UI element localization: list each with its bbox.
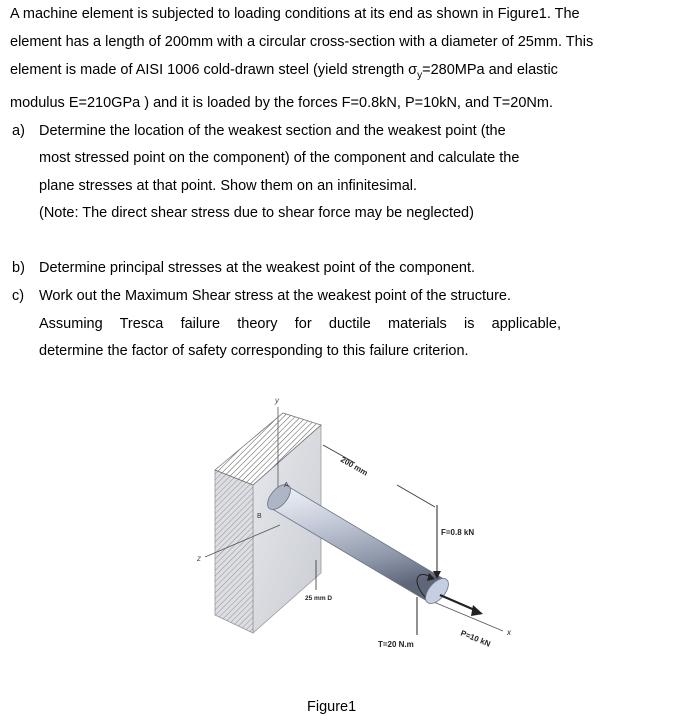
diameter-label: 25 mm D	[305, 595, 333, 602]
part-a-line-1: Determine the location of the weakest section and the weakest point (the	[39, 123, 506, 139]
length-label: 200 mm	[339, 454, 370, 478]
force-p-label: P=10 kN	[459, 628, 492, 649]
part-a-marker: a)	[12, 123, 25, 139]
figure-drawing	[185, 385, 515, 670]
intro-line-1: A machine element is subjected to loading conditions at its end as shown in Figure1. The	[10, 6, 580, 22]
figure-1	[185, 385, 515, 670]
intro-line-3-end: =280MPa and elastic	[422, 62, 558, 78]
figure-caption: Figure1	[307, 699, 357, 715]
point-b-label: B	[257, 513, 262, 520]
point-a-label: A	[284, 482, 289, 489]
part-c-line-3: determine the factor of safety corresponding to this failure criterion.	[39, 343, 469, 359]
force-f-arrow	[433, 505, 441, 579]
part-c-line-2: Assuming Tresca failure theory for ductile materials is applicable,	[39, 316, 561, 332]
intro-line-4: modulus E=210GPa ) and it is loaded by the forces F=0.8kN, P=10kN, and T=20Nm.	[10, 95, 553, 111]
torque-label: T=20 N.m	[378, 640, 414, 649]
force-p-arrow	[440, 595, 483, 616]
axis-y-label: y	[275, 396, 279, 405]
part-c-line-1: Work out the Maximum Shear stress at the weakest point of the structure.	[39, 288, 511, 304]
axis-x-label: x	[507, 628, 511, 637]
intro-line-3-start: element is made of AISI 1006 cold-drawn steel (yield strength σ	[10, 62, 418, 78]
part-b-marker: b)	[12, 260, 25, 276]
force-f-label: F=0.8 kN	[441, 528, 475, 537]
axis-z-label: z	[197, 554, 201, 563]
part-c-marker: c)	[12, 288, 25, 304]
intro-line-2: element has a length of 200mm with a circular cross-section with a diameter of 25mm. This	[10, 34, 594, 50]
length-dimension	[323, 445, 435, 507]
part-a-line-3: plane stresses at that point. Show them on an infinitesimal.	[39, 178, 418, 194]
part-b-line-1: Determine principal stresses at the weakest point of the component.	[39, 260, 476, 276]
intro-line-3	[10, 62, 558, 81]
yield-subscript: y	[417, 69, 423, 81]
part-a-line-2: most stressed point on the component) of the component and calculate the	[39, 150, 520, 166]
part-a-note: (Note: The direct shear stress due to shear force may be neglected)	[39, 205, 474, 221]
